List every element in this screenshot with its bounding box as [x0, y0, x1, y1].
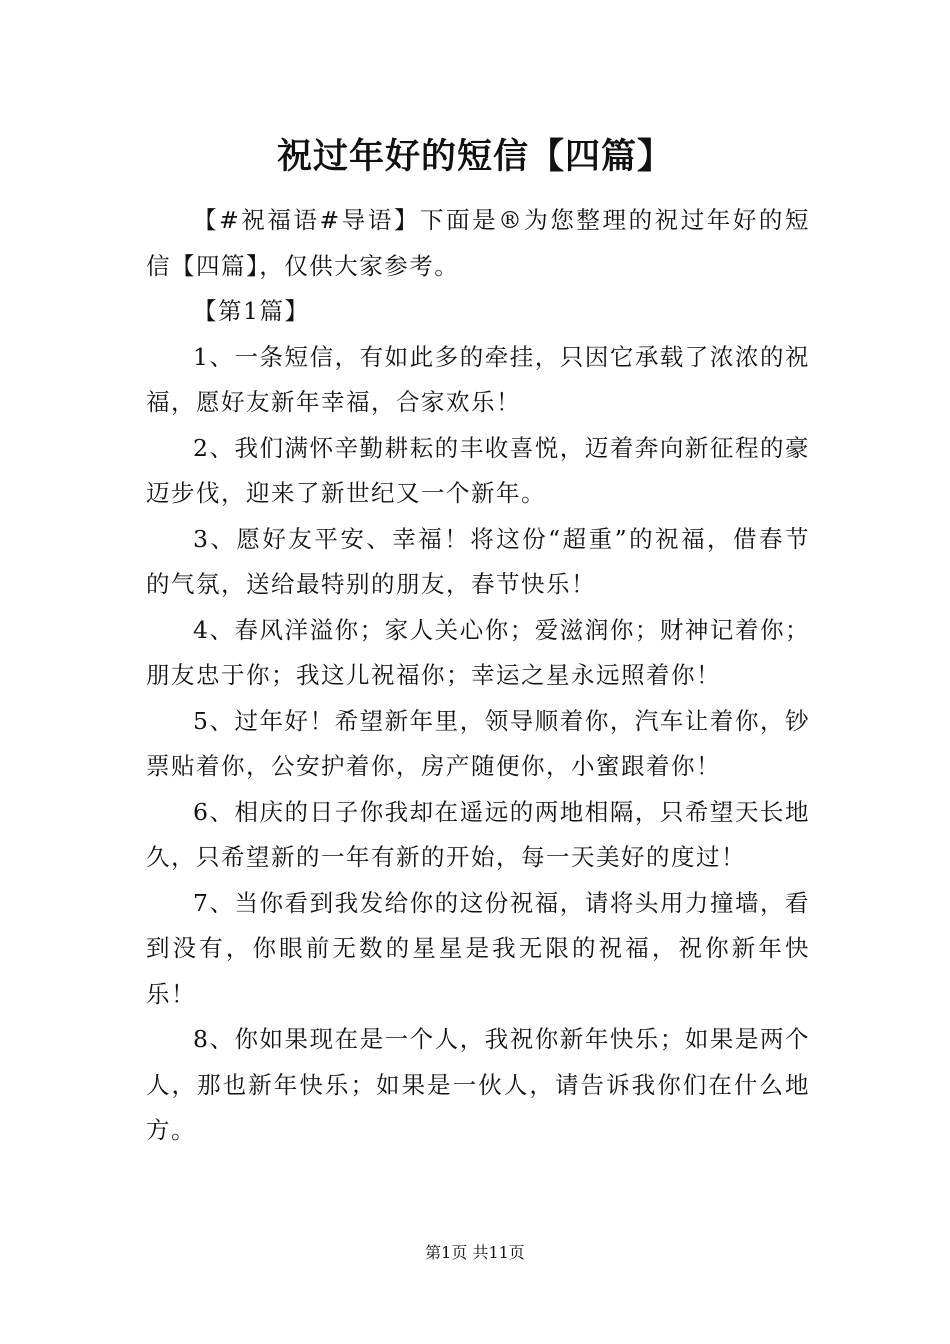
- section-heading: 【第1篇】: [193, 297, 310, 325]
- message-item-7: 7、当你看到我发给你的这份祝福，请将头用力撞墙，看到没有，你眼前无数的星星是我无限的祝福，祝你新年快乐！: [146, 888, 810, 1008]
- message-item-1: 1、一条短信，有如此多的牵挂，只因它承载了浓浓的祝福，愿好友新年幸福，合家欢乐！: [146, 342, 810, 416]
- message-item-3: 3、愿好友平安、幸福！将这份“超重”的祝福，借春节的气氛，送给最特别的朋友，春节快乐！: [146, 524, 810, 598]
- intro-paragraph: 【#祝福语#导语】下面是®为您整理的祝过年好的短信【四篇】，仅供大家参考。: [146, 206, 810, 280]
- message-item-2: 2、我们满怀辛勤耕耘的丰收喜悦，迈着奔向新征程的豪迈步伐，迎来了新世纪又一个新年。: [146, 433, 810, 507]
- message-item-4: 4、春风洋溢你；家人关心你；爱滋润你；财神记着你；朋友忠于你；我这儿祝福你；幸运之星永远照着你！: [146, 615, 810, 689]
- message-item-5: 5、过年好！希望新年里，领导顺着你，汽车让着你，钞票贴着你，公安护着你，房产随便你，小蜜跟着你！: [146, 706, 810, 780]
- page-title: 祝过年好的短信【四篇】: [276, 136, 673, 177]
- page-footer: 第1页 共11页: [425, 1243, 525, 1262]
- message-item-8: 8、你如果现在是一个人，我祝你新年快乐；如果是两个人，那也新年快乐；如果是一伙人，请告诉我你们在什么地方。: [146, 1025, 810, 1144]
- document-body: [146, 198, 810, 1154]
- message-item-6: 6、相庆的日子你我却在遥远的两地相隔，只希望天长地久，只希望新的一年有新的开始，每一天美好的度过！: [146, 797, 810, 871]
